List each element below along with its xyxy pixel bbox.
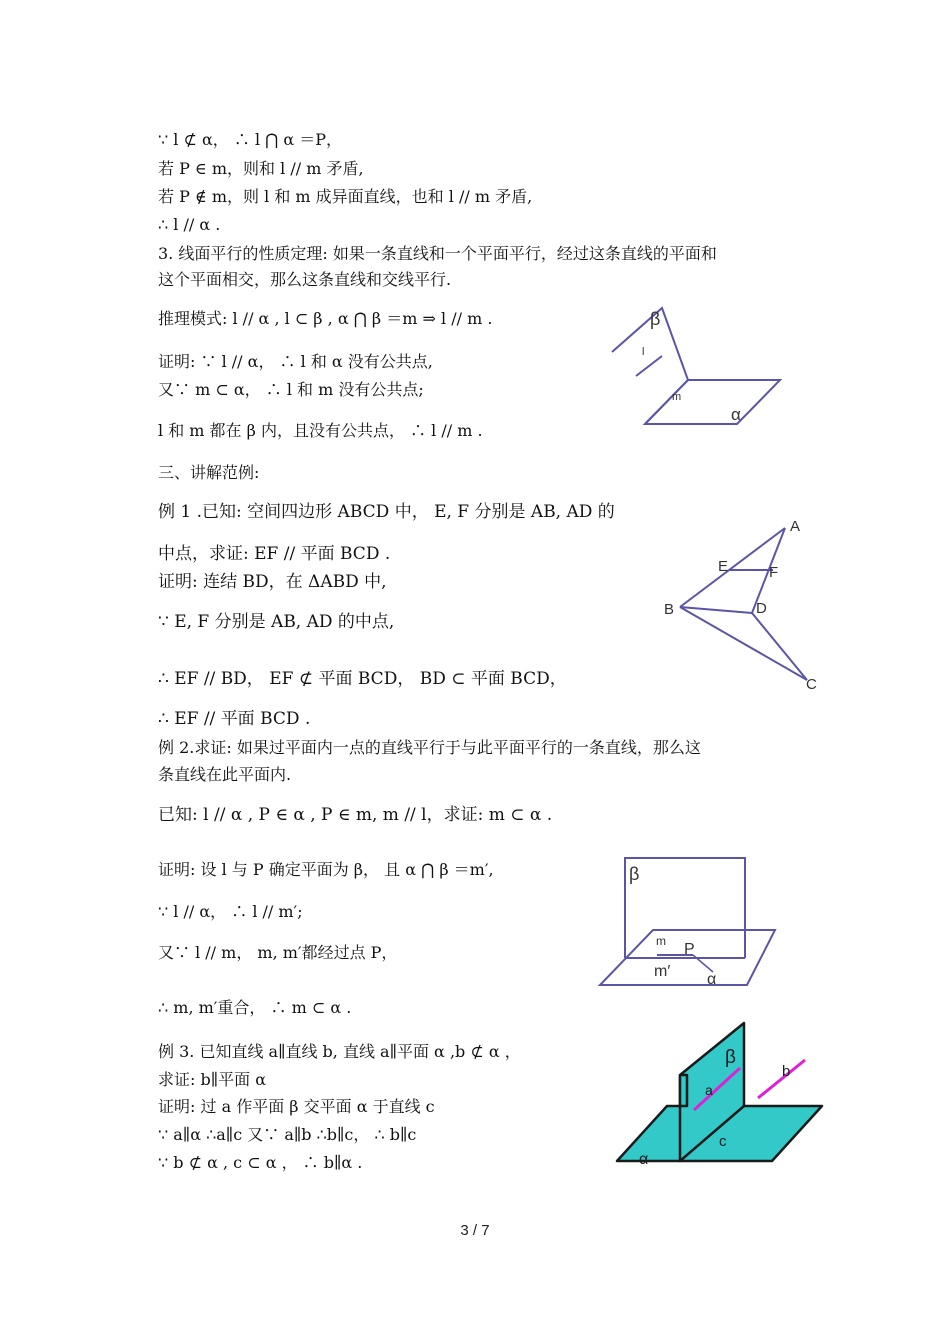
page-number: 3 / 7 <box>460 1222 490 1239</box>
label-beta: β <box>725 1047 736 1068</box>
text-line: 推理模式: l // α , l ⊂ β , α ⋂ β ＝m ⇒ l // m . <box>158 309 493 328</box>
label-a: a <box>705 1082 713 1098</box>
label-P: P <box>684 941 695 958</box>
text-line: ∴ EF // 平面 BCD . <box>158 709 311 729</box>
text-line: 若 P ∉ m，则 l 和 m 成异面直线，也和 l // m 矛盾, <box>158 187 533 206</box>
label-A: A <box>790 518 801 535</box>
text-line: 这个平面相交，那么这条直线和交线平行. <box>158 270 452 289</box>
text-line: 若 P ∈ m，则和 l // m 矛盾, <box>158 159 364 178</box>
text-line: 3. 线面平行的性质定理: 如果一条直线和一个平面平行，经过这条直线的平面和 <box>158 244 717 263</box>
label-D: D <box>756 600 767 617</box>
text-line: ∵ l // α， ∴ l // m′; <box>158 902 303 921</box>
text-line: 又∵ m ⊂ α， ∴ l 和 m 没有公共点; <box>158 380 424 399</box>
text-line: 求证: b∥平面 α <box>158 1070 267 1089</box>
label-c: c <box>719 1133 727 1150</box>
figure-quadrilateral-abcd <box>655 510 835 695</box>
text-line: 证明: 设 l 与 P 确定平面为 β， 且 α ⋂ β ＝m′, <box>158 860 494 879</box>
text-line: ∴ EF // BD， EF ⊄ 平面 BCD， BD ⊂ 平面 BCD， <box>158 669 567 689</box>
label-alpha: α <box>731 405 741 424</box>
text-line: 证明: 连结 BD，在 ΔABD 中, <box>158 572 387 592</box>
text-line: 又∵ l // m， m, m′都经过点 P， <box>158 943 398 962</box>
label-B: B <box>664 601 675 618</box>
text-line: 证明: ∵ l // α， ∴ l 和 α 没有公共点, <box>158 352 433 371</box>
label-l: l <box>642 346 645 358</box>
label-beta: β <box>650 309 661 329</box>
text-line: ∴ l // α . <box>158 215 221 234</box>
label-F: F <box>769 564 779 581</box>
figure-teal-planes-abc <box>612 1018 832 1168</box>
label-alpha: α <box>707 971 717 988</box>
text-line: ∵ l ⊄ α， ∴ l ⋂ α ＝P， <box>158 130 343 149</box>
text-line: 例 1 .已知: 空间四边形 ABCD 中， E, F 分别是 AB, AD 的 <box>158 502 615 522</box>
text-line: l 和 m 都在 β 内，且没有公共点， ∴ l // m . <box>158 421 483 440</box>
text-line: ∵ b ⊄ α , c ⊂ α ， ∴ b∥α . <box>158 1153 363 1172</box>
text-line: 例 3. 已知直线 a∥直线 b, 直线 a∥平面 α ,b ⊄ α ， <box>158 1042 521 1061</box>
figure-plane-beta-alpha-m <box>595 850 785 995</box>
label-alpha: α <box>639 1151 649 1168</box>
label-b: b <box>782 1063 791 1080</box>
label-C: C <box>806 676 817 693</box>
text-line: 中点，求证: EF // 平面 BCD . <box>158 544 391 564</box>
label-m: m <box>672 391 682 403</box>
label-beta: β <box>629 864 640 884</box>
label-E: E <box>718 558 729 575</box>
text-line: ∵ a∥α ∴a∥c 又∵ a∥b ∴b∥c， ∴ b∥c <box>158 1125 417 1144</box>
text-line: 条直线在此平面内. <box>158 765 292 784</box>
text-line: ∵ E, F 分别是 AB, AD 的中点, <box>158 612 395 632</box>
text-line: 例 2.求证: 如果过平面内一点的直线平行于与此平面平行的一条直线，那么这 <box>158 738 701 757</box>
text-line: 已知: l // α , P ∈ α , P ∈ m, m // l，求证: m ⊂ α . <box>158 805 553 825</box>
label-m: m <box>656 934 666 948</box>
text-line: 证明: 过 a 作平面 β 交平面 α 于直线 c <box>158 1097 435 1116</box>
text-line: ∴ m, m′重合， ∴ m ⊂ α . <box>158 998 352 1017</box>
section-heading: 三、讲解范例: <box>158 463 260 482</box>
label-m-prime: m′ <box>654 963 671 980</box>
figure-planes-alpha-beta <box>600 300 790 430</box>
